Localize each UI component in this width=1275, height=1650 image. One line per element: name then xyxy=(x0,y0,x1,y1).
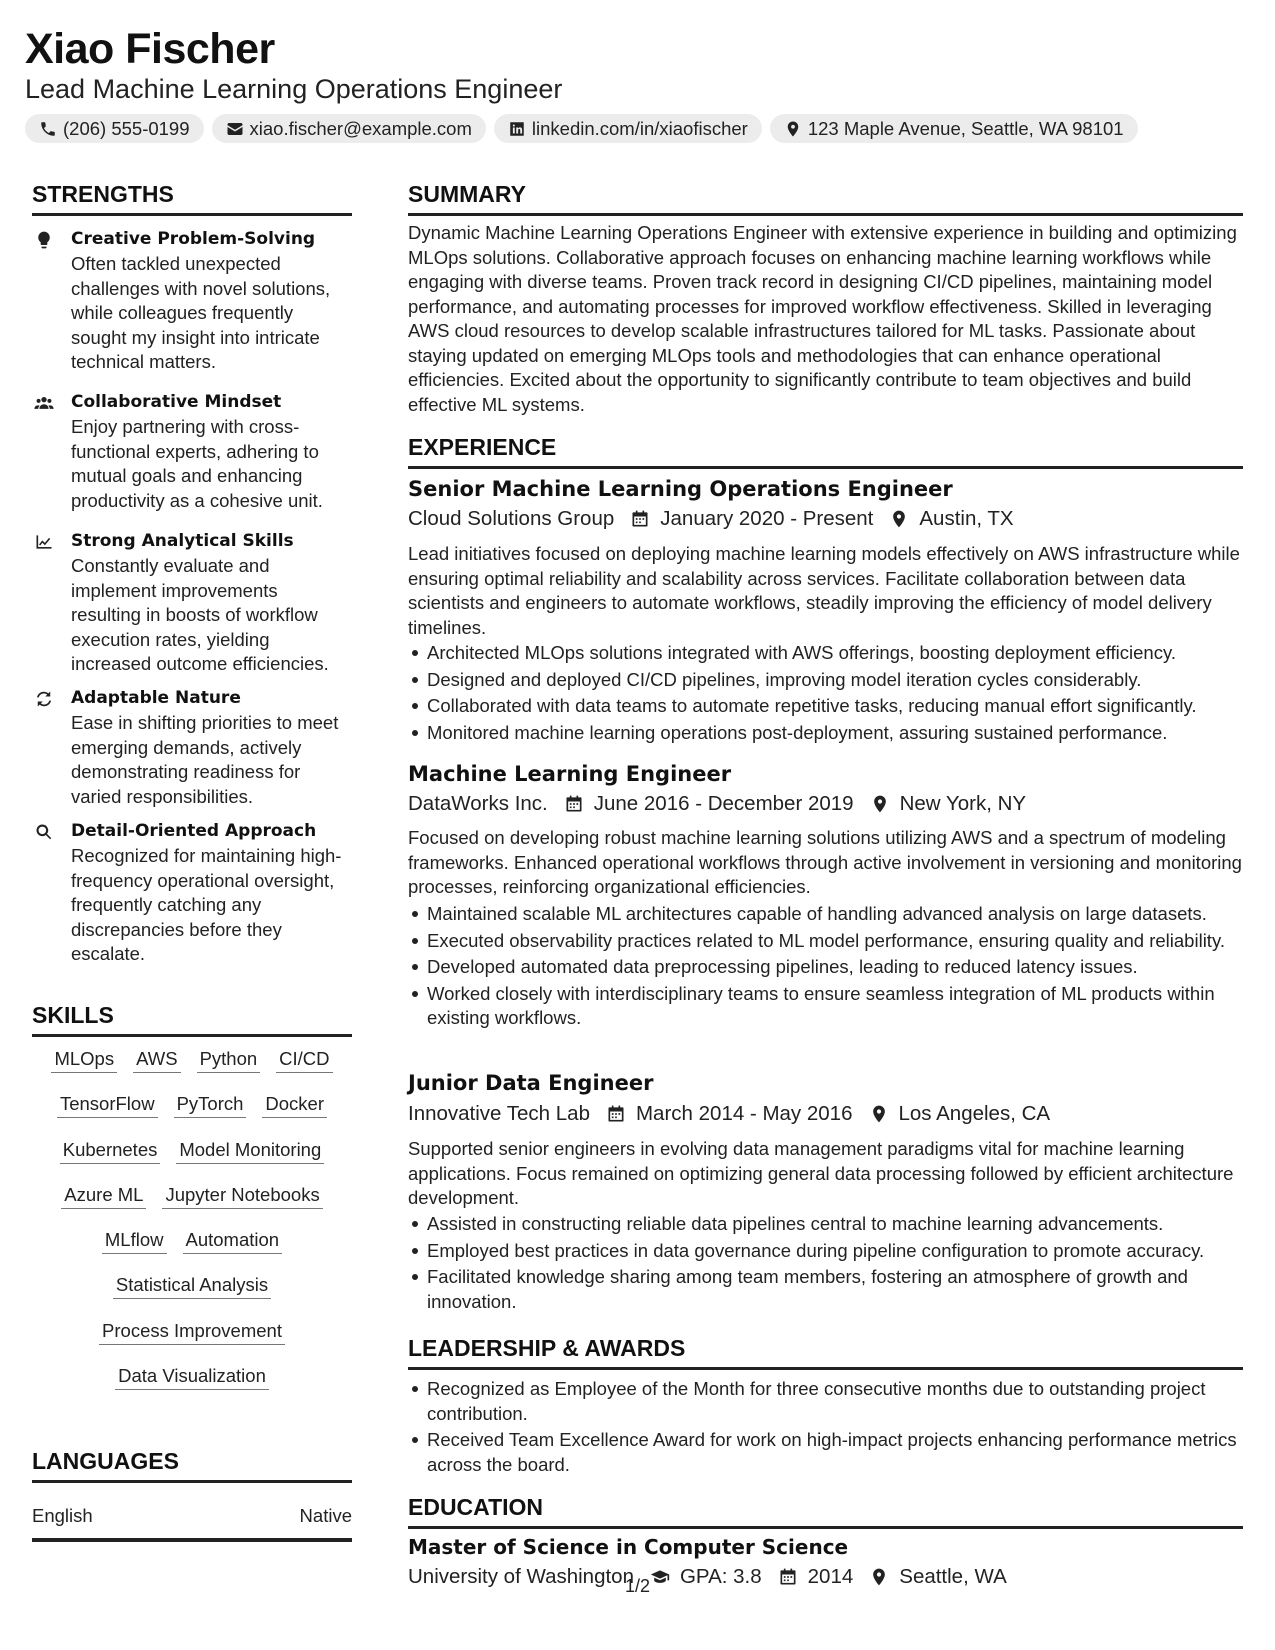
strength-item xyxy=(32,227,352,375)
job-location: Los Angeles, CA xyxy=(898,1102,1051,1125)
education-school: University of Washington xyxy=(408,1565,634,1588)
strength-description: Constantly evaluate and implement improvements resulting in boosts of workflow execution rates, yielding increased outcome efficiencies. xyxy=(71,555,329,674)
education-heading: EDUCATION xyxy=(408,1492,1243,1529)
language-level-bar xyxy=(32,1538,352,1542)
job-description: Lead initiatives focused on deploying machine learning models effectively on AWS infrastructure while ensuring optimal reliability and scalability across services. Facilitate collaboration between data scientists and engineers to automate workflows, steadily improving the efficiency of model delivery timelines. xyxy=(408,543,1240,638)
strength-item xyxy=(32,819,352,967)
job-role: Junior Data Engineer xyxy=(408,1071,654,1095)
calendar-icon xyxy=(606,1104,626,1124)
skill-tag: Jupyter Notebooks xyxy=(162,1183,322,1209)
leadership-heading: LEADERSHIP & AWARDS xyxy=(408,1333,1243,1370)
candidate-name: Xiao Fischer xyxy=(25,25,275,73)
education-degree: Master of Science in Computer Science xyxy=(408,1535,849,1559)
skill-tag: Python xyxy=(197,1047,261,1073)
language-level: Native xyxy=(299,1505,352,1526)
bullet-item: Facilitated knowledge sharing among team members, fostering an atmosphere of growth and innovation. xyxy=(408,1265,1243,1314)
bullet-item: Designed and deployed CI/CD pipelines, improving model iteration cycles considerably. xyxy=(408,668,1243,693)
skill-tag: AWS xyxy=(133,1047,180,1073)
strength-title: Detail-Oriented Approach xyxy=(71,821,317,841)
contact-linkedin[interactable] xyxy=(494,114,762,143)
contact-phone-text: (206) 555-0199 xyxy=(63,117,190,139)
job-location: Austin, TX xyxy=(919,507,1014,530)
strength-title: Collaborative Mindset xyxy=(71,392,282,412)
strength-description: Ease in shifting priorities to meet emerging demands, actively demonstrating readiness for varied responsibilities. xyxy=(71,712,339,807)
skill-tag: MLOps xyxy=(51,1047,117,1073)
skill-tag: CI/CD xyxy=(276,1047,332,1073)
contact-email-text: xiao.fischer@example.com xyxy=(249,117,472,139)
strength-title: Adaptable Nature xyxy=(71,688,241,708)
job-bullets xyxy=(408,902,1243,1033)
line-chart-icon xyxy=(32,531,56,553)
job-role: Senior Machine Learning Operations Engineer xyxy=(408,477,953,501)
skill-tag: Process Improvement xyxy=(99,1319,285,1345)
leadership-bullets xyxy=(408,1377,1243,1479)
bullet-item: Received Team Excellence Award for work on high-impact projects enhancing performance metrics across the board. xyxy=(408,1428,1243,1477)
map-pin-icon xyxy=(870,794,890,814)
bullet-item: Collaborated with data teams to automate repetitive tasks, reducing manual effort significantly. xyxy=(408,694,1243,719)
job-meta xyxy=(408,505,1014,533)
job-meta xyxy=(408,790,1026,818)
lightbulb-icon xyxy=(32,229,56,251)
strength-description: Recognized for maintaining high-frequency operational oversight, frequently catching any discrepancies before they escalate. xyxy=(71,845,342,964)
contact-address-text: 123 Maple Avenue, Seattle, WA 98101 xyxy=(807,117,1124,139)
strengths-heading: STRENGTHS xyxy=(32,179,352,216)
strength-description: Often tackled unexpected challenges with novel solutions, while colleagues frequently sought my insight into intricate technical matters. xyxy=(71,253,331,372)
languages-heading: LANGUAGES xyxy=(32,1446,352,1483)
map-pin-icon xyxy=(869,1567,889,1587)
skill-tag: Automation xyxy=(183,1228,283,1254)
bullet-item: Assisted in constructing reliable data pipelines central to machine learning advancements. xyxy=(408,1212,1243,1237)
strength-title: Strong Analytical Skills xyxy=(71,531,294,551)
strength-title: Creative Problem-Solving xyxy=(71,229,316,249)
contact-bar xyxy=(25,114,1138,143)
calendar-icon xyxy=(564,794,584,814)
envelope-icon xyxy=(226,120,244,138)
bullet-item: Maintained scalable ML architectures capable of handling advanced analysis on large datasets. xyxy=(408,902,1243,927)
job-description: Supported senior engineers in evolving data management paradigms vital for machine learning applications. Focus remained on optimizing general data processing followed by efficient architecture development. xyxy=(408,1138,1234,1208)
skill-tag: Statistical Analysis xyxy=(113,1273,271,1299)
experience-heading: EXPERIENCE xyxy=(408,432,1243,469)
refresh-icon xyxy=(32,688,56,710)
skills-list xyxy=(32,1047,352,1409)
bullet-item: Recognized as Employee of the Month for three consecutive months due to outstanding project contribution. xyxy=(408,1377,1243,1426)
strength-item xyxy=(32,529,352,677)
education-meta xyxy=(408,1563,1007,1591)
contact-phone[interactable] xyxy=(25,114,204,143)
job-dates: March 2014 - May 2016 xyxy=(635,1102,853,1125)
linkedin-icon xyxy=(508,120,526,138)
contact-linkedin-text: linkedin.com/in/xiaofischer xyxy=(531,117,748,139)
users-icon xyxy=(32,392,56,414)
map-pin-icon xyxy=(784,120,802,138)
strength-item xyxy=(32,390,352,513)
job-company: DataWorks Inc. xyxy=(408,792,548,815)
page-number: 1/2 xyxy=(625,1576,651,1596)
skill-tag: Model Monitoring xyxy=(176,1138,324,1164)
education-location: Seattle, WA xyxy=(899,1565,1007,1588)
education-gpa: GPA: 3.8 xyxy=(679,1565,762,1588)
job-location: New York, NY xyxy=(899,792,1027,815)
calendar-icon xyxy=(630,509,650,529)
bullet-item: Executed observability practices related to ML model performance, ensuring quality and reliability. xyxy=(408,929,1243,954)
contact-email[interactable] xyxy=(212,114,486,143)
skill-tag: Docker xyxy=(262,1092,327,1118)
contact-address xyxy=(770,114,1138,143)
candidate-title: Lead Machine Learning Operations Engineer xyxy=(25,74,563,104)
language-item xyxy=(32,1503,352,1529)
graduation-cap-icon xyxy=(650,1567,670,1587)
bullet-item: Developed automated data preprocessing pipelines, leading to reduced latency issues. xyxy=(408,955,1243,980)
strength-description: Enjoy partnering with cross-functional experts, adhering to mutual goals and enhancing productivity as a cohesive unit. xyxy=(71,416,323,511)
map-pin-icon xyxy=(869,1104,889,1124)
skills-heading: SKILLS xyxy=(32,1000,352,1037)
phone-icon xyxy=(39,120,57,138)
language-name: English xyxy=(32,1505,93,1526)
calendar-icon xyxy=(778,1567,798,1587)
job-bullets xyxy=(408,641,1243,747)
skill-tag: Kubernetes xyxy=(60,1138,161,1164)
job-role: Machine Learning Engineer xyxy=(408,762,732,786)
job-dates: June 2016 - December 2019 xyxy=(593,792,854,815)
skill-tag: TensorFlow xyxy=(57,1092,158,1118)
strength-item xyxy=(32,686,352,809)
bullet-item: Worked closely with interdisciplinary teams to ensure seamless integration of ML products within existing workflows. xyxy=(408,982,1243,1031)
summary-heading: SUMMARY xyxy=(408,179,1243,216)
skill-tag: MLflow xyxy=(102,1228,167,1254)
job-bullets xyxy=(408,1212,1243,1316)
bullet-item: Monitored machine learning operations post-deployment, assuring sustained performance. xyxy=(408,721,1243,746)
skill-tag: Azure ML xyxy=(61,1183,146,1209)
summary-text: Dynamic Machine Learning Operations Engineer with extensive experience in building and optimizing MLOps solutions. Collaborative approach focuses on enhancing machine learning workflows while engaging with diverse teams. Proven track record in designing CI/CD pipelines, maintaining model performance, and automating processes for improved workflow effectiveness. Skilled in leveraging AWS cloud resources to develop scalable infrastructures tailored for ML tasks. Passionate about staying updated on emerging MLOps tools and methodologies that can enhance operational efficiencies. Excited about the opportunity to significantly contribute to team objectives and build effective ML systems. xyxy=(408,222,1237,415)
map-pin-icon xyxy=(889,509,909,529)
job-meta xyxy=(408,1100,1050,1128)
job-company: Cloud Solutions Group xyxy=(408,507,615,530)
education-year: 2014 xyxy=(807,1565,854,1588)
bullet-item: Architected MLOps solutions integrated with AWS offerings, boosting deployment efficiency. xyxy=(408,641,1243,666)
bullet-item: Employed best practices in data governance during pipeline configuration to promote accuracy. xyxy=(408,1239,1243,1264)
job-company: Innovative Tech Lab xyxy=(408,1102,590,1125)
job-description: Focused on developing robust machine learning solutions utilizing AWS and a spectrum of modeling frameworks. Enhanced operational workflows through active involvement in versioning and monitoring processes, reinforcing organizational efficiencies. xyxy=(408,827,1242,897)
search-icon xyxy=(32,821,56,843)
skill-tag: PyTorch xyxy=(174,1092,247,1118)
job-dates: January 2020 - Present xyxy=(660,507,874,530)
skill-tag: Data Visualization xyxy=(115,1364,269,1390)
